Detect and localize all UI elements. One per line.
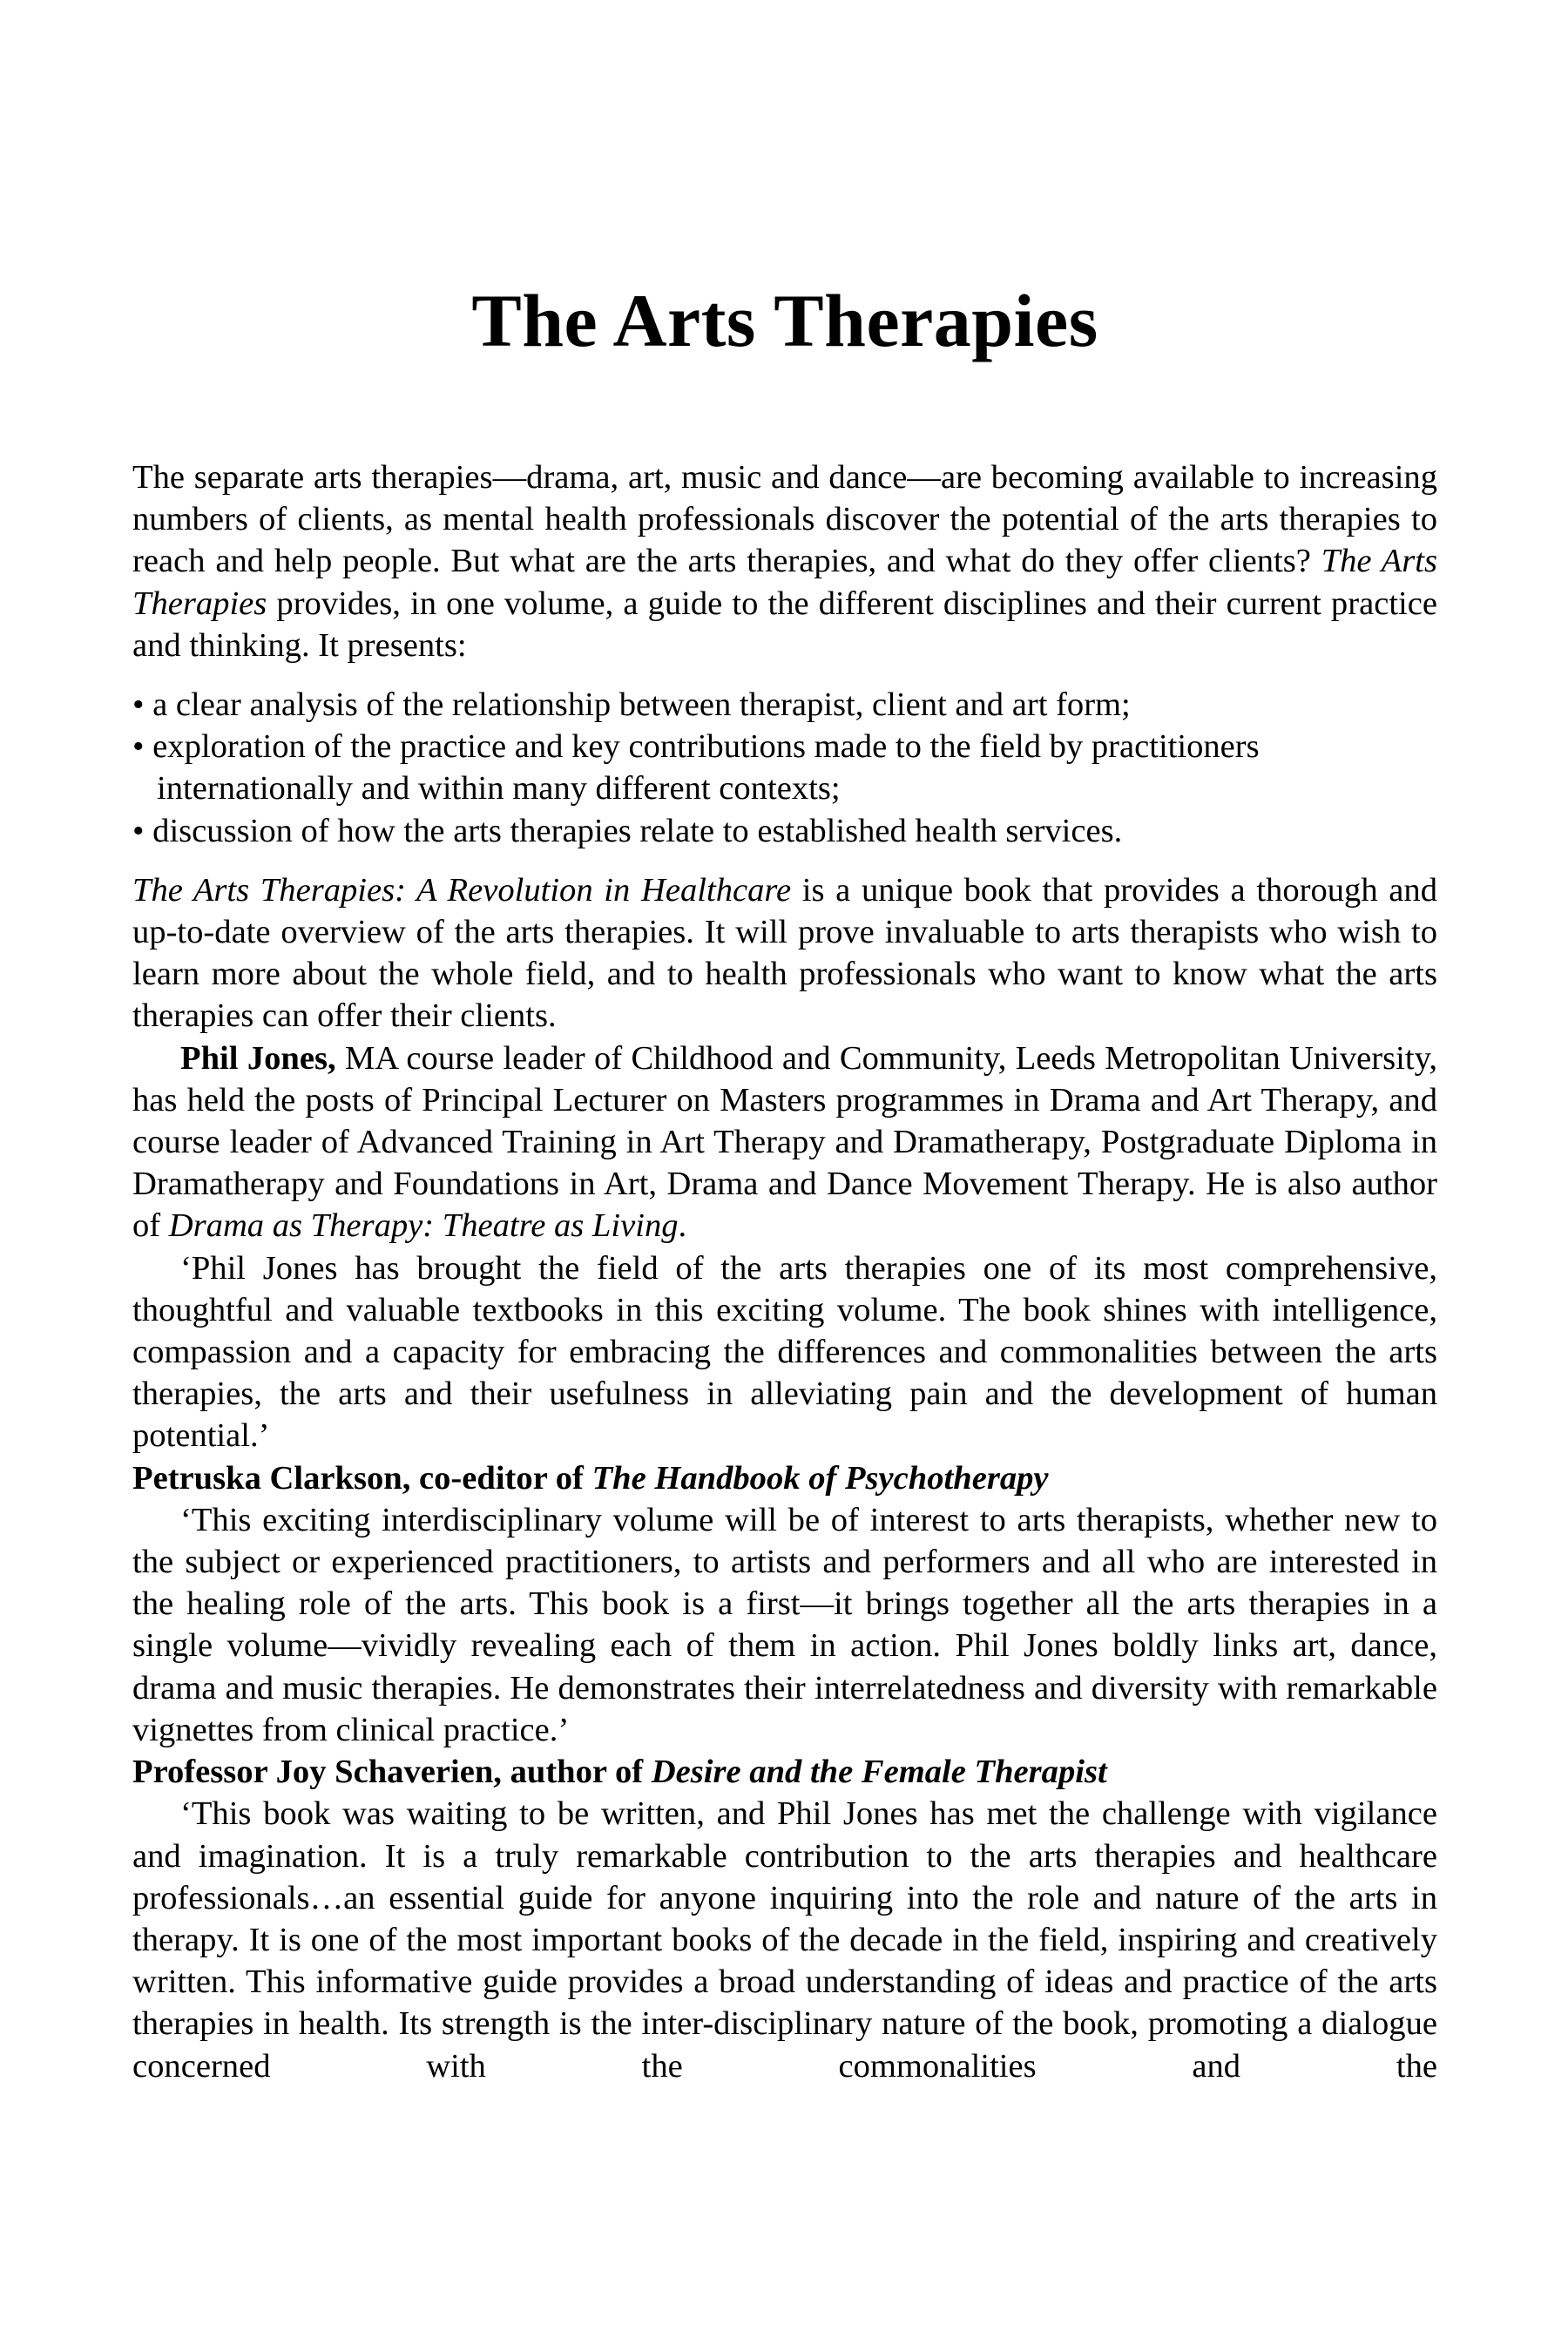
review-attribution-2 <box>132 1751 1437 1793</box>
intro-text-2: provides, in one volume, a guide to the different disciplines and their current practice and thinking. It presents: <box>132 585 1437 664</box>
author-bio-end: . <box>678 1207 687 1245</box>
reviewer-1: Petruska Clarkson, co-editor of <box>132 1459 592 1497</box>
review-quote-1: ‘Phil Jones has brought the field of the arts therapies one of its most comprehensive, thoughtful and valuable textbooks in this exciting volume. The book shines with intelligence, compassion and a capacity for embracing the differences and commonalities between the arts therapies, the arts and their usefulness in alleviating pain and the development of human potential.’ <box>132 1249 1437 1455</box>
author-name: Phil Jones, <box>180 1039 336 1077</box>
summary-text: is a unique book that provides a thorough and up-to-date overview of the arts therapies. It will prove invaluable to arts therapists who wish to learn more about the whole field, and to health professionals who want to know what the arts therapies can offer their clients. <box>132 871 1437 1035</box>
reviewer-2-book: Desire and the Female Therapist <box>651 1754 1107 1791</box>
intro-paragraph <box>132 456 1437 666</box>
review-quote-3: ‘This book was waiting to be written, and Phil Jones has met the challenge with vigilance and imagination. It is a truly remarkable contribution to the arts therapies and healthcare professionals…an essential guide for anyone inquiring into the role and nature of the arts in therapy. It is one of the most important books of the decade in the field, inspiring and creatively written. This informative guide provides a broad understanding of ideas and practice of the arts therapies in health. Its strength is the inter-disciplinary nature of the book, promoting a dialogue concerned with the commonalities and the <box>132 1795 1437 2085</box>
summary-paragraph <box>132 869 1437 1037</box>
reviewer-1-book: The Handbook of Psychotherapy <box>591 1459 1049 1497</box>
body-text <box>132 456 1437 2087</box>
intro-text-1: The separate arts therapies—drama, art, music and dance—are becoming available to increasing numbers of clients, as mental health professionals discover the potential of the arts therapies to reach and help people. But what are the arts therapies, and what do they offer clients? <box>132 459 1437 580</box>
author-bio: MA course leader of Childhood and Community, Leeds Metropolitan University, has held the posts of Principal Lecturer on Masters programmes in Drama and Art Therapy, and course leader of Advanced Training in Art Therapy and Dramatherapy, Postgraduate Diploma in Dramatherapy and Foundations in Art, Drama and Dance Movement Therapy. He is also author of <box>132 1039 1437 1245</box>
author-other-book: Drama as Therapy: Theatre as Living <box>168 1207 679 1245</box>
feature-list <box>132 684 1437 852</box>
page-title: The Arts Therapies <box>471 279 1098 362</box>
summary-book-title: The Arts Therapies: A Revolution in Healthcare <box>132 871 792 909</box>
intro-book-title: The Arts Therapies <box>132 543 1437 622</box>
review-quote-2: ‘This exciting interdisciplinary volume will be of interest to arts therapists, whether new to the subject or experienced practitioners, to artists and performers and all who are interested in the healing role of the arts. This book is a first—it brings together all the arts therapies in a single volume—vividly revealing each of them in action. Phil Jones boldly links art, dance, drama and music therapies. He demonstrates their interrelatedness and diversity with remarkable vignettes from clinical practice.’ <box>132 1501 1437 1748</box>
list-item: • exploration of the practice and key contributions made to the field by practitioners internationally and within many different contexts; <box>132 728 1260 808</box>
author-bio-paragraph <box>132 1037 1437 1247</box>
list-item: • a clear analysis of the relationship between therapist, client and art form; <box>132 686 1131 724</box>
list-item: • discussion of how the arts therapies relate to established health services. <box>132 812 1123 849</box>
review-attribution-1 <box>132 1457 1437 1499</box>
reviewer-2: Professor Joy Schaverien, author of <box>132 1754 652 1791</box>
